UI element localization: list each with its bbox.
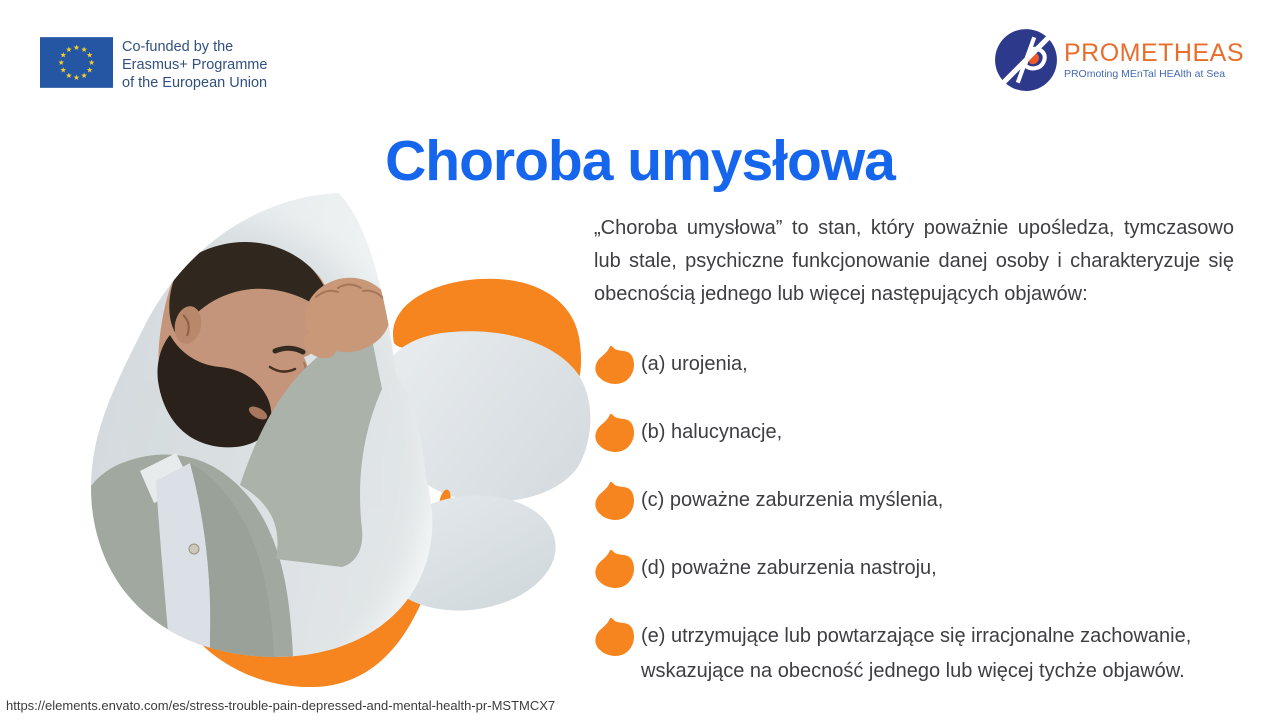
blob-bullet-icon <box>594 480 635 521</box>
prometheas-icon <box>993 27 1059 93</box>
prometheas-tagline: PROmoting MEnTal HEAlth at Sea <box>1063 68 1226 80</box>
symptom-label: (d) poważne zaburzenia nastroju, <box>641 557 937 579</box>
symptom-label: (c) poważne zaburzenia myślenia, <box>641 489 944 511</box>
prometheas-logo <box>993 27 1244 93</box>
symptom-label: (a) urojenia, <box>641 353 748 375</box>
depressed-man-illustration <box>80 185 600 705</box>
symptom-label: (e) utrzymujące lub powtarzające się irracjonalne zachowanie, wskazujące na obecność jednego lub więcej tychże objawów. <box>641 625 1192 682</box>
svg-text:★: ★ <box>65 44 73 54</box>
blob-bullet-icon <box>594 412 635 453</box>
slide-body <box>594 212 1234 719</box>
svg-text:★: ★ <box>80 71 88 81</box>
symptom-item-a <box>594 347 1234 385</box>
symptom-item-e <box>594 619 1234 689</box>
eu-flag-icon <box>40 37 113 88</box>
prometheas-name: PROMETHEAS <box>1063 39 1244 67</box>
svg-text:★: ★ <box>88 58 96 68</box>
eu-cofunded-text <box>122 37 267 92</box>
eu-text-line: Erasmus+ Programme <box>122 57 268 73</box>
svg-text:★: ★ <box>73 73 80 83</box>
blob-bullet-icon <box>594 344 635 385</box>
symptom-item-d <box>594 551 1234 589</box>
eu-text-line: Co-funded by the <box>122 39 234 55</box>
blob-bullet-icon <box>594 616 635 657</box>
svg-text:★: ★ <box>57 58 65 68</box>
source-url: https://elements.envato.com/es/stress-trouble-pain-depressed-and-mental-health-pr-MSTMCX7 <box>6 698 556 713</box>
eu-cofunded-banner <box>40 37 267 92</box>
svg-text:★: ★ <box>65 71 73 81</box>
svg-text:★: ★ <box>80 44 88 54</box>
blob-bullet-icon <box>594 548 635 589</box>
slide-title: Choroba umysłowa <box>385 129 895 193</box>
svg-text:★: ★ <box>86 65 94 75</box>
svg-text:★: ★ <box>59 50 67 60</box>
depressed-man-artwork <box>80 185 600 705</box>
svg-text:★: ★ <box>73 42 80 52</box>
symptom-list <box>594 347 1234 689</box>
symptom-label: (b) halucynacje, <box>641 421 783 443</box>
symptom-item-b <box>594 415 1234 453</box>
svg-text:★: ★ <box>86 50 94 60</box>
eu-text-line: of the European Union <box>122 75 268 91</box>
intro-paragraph: „Choroba umysłowa” to stan, który poważnie upośledza, tymczasowo lub stale, psychiczne funkcjonowanie danej osoby i charakteryzuje się obecnością jednego lub więcej następujących objawów: <box>594 217 1234 305</box>
svg-text:★: ★ <box>59 65 67 75</box>
symptom-item-c <box>594 483 1234 521</box>
